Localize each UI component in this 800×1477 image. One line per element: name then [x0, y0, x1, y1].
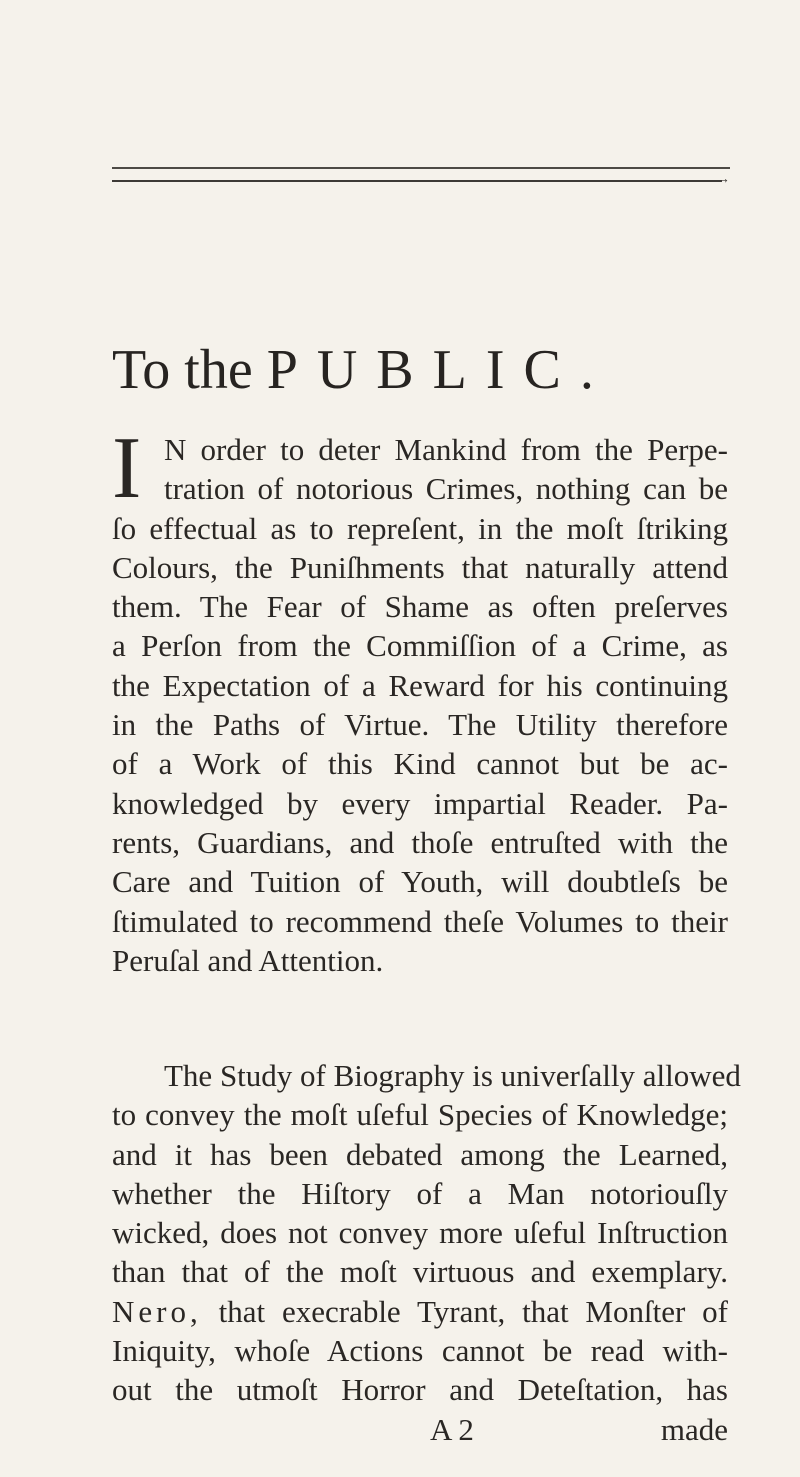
- nero-name: Nero,: [112, 1293, 202, 1329]
- title-caps: PUBLIC: [266, 339, 580, 401]
- text-line: the Expectation of a Reward for his continuing: [112, 667, 728, 703]
- text-line-nero: [112, 1292, 728, 1331]
- title-prefix: To the: [112, 339, 253, 401]
- text-line: out the utmoſt Horror and Deteſtation, has: [112, 1372, 728, 1408]
- title-suffix: .: [579, 339, 594, 401]
- text-line: Peruſal and Attention.: [112, 942, 384, 978]
- text-line: The Study of Biography is univerſally allowed: [164, 1058, 741, 1093]
- text-line: rents, Guardians, and thoſe entruſted with the: [112, 824, 728, 860]
- text-line: to convey the moſt uſeful Species of Knowledge;: [112, 1097, 728, 1133]
- page-footer: [112, 1410, 728, 1450]
- text-line: and it has been debated among the Learned,: [112, 1136, 728, 1172]
- text-line: than that of the moſt virtuous and exemplary.: [112, 1254, 728, 1290]
- text-line: ſo effectual as to repreſent, in the moſt ſtriking: [112, 510, 728, 546]
- text-line: a Perſon from the Commiſſion of a Crime, as: [112, 628, 728, 664]
- text-line: whether the Hiſtory of a Man notoriouſly: [112, 1175, 728, 1211]
- text-line: tration of notorious Crimes, nothing can be: [164, 471, 728, 507]
- rule-flourish-icon: →: [716, 172, 730, 187]
- paragraph-1: [112, 420, 728, 980]
- catchword: made: [660, 1412, 728, 1447]
- text-line-rest: that execrable Tyrant, that Monſter of: [218, 1293, 728, 1329]
- text-line: them. The Fear of Shame as often preſerves: [112, 589, 728, 625]
- text-line: N order to deter Mankind from the Perpe-: [164, 432, 728, 467]
- text-line: Care and Tuition of Youth, will doubtleſs be: [112, 864, 728, 900]
- text-line: in the Paths of Virtue. The Utility therefore: [112, 707, 728, 743]
- signature-mark: A 2: [430, 1412, 474, 1447]
- header-rule-top: [112, 167, 730, 169]
- header-rule-bottom: [112, 180, 722, 182]
- text-line: Colours, the Puniſhments that naturally attend: [112, 549, 728, 585]
- page-title: [112, 340, 594, 400]
- text-line: wicked, does not convey more uſeful Inſtruction: [112, 1215, 728, 1251]
- text-line: Iniquity, whoſe Actions cannot be read with-: [112, 1333, 728, 1369]
- text-line: ſtimulated to recommend theſe Volumes to their: [112, 903, 728, 939]
- drop-cap: I: [112, 420, 142, 517]
- text-line: of a Work of this Kind cannot but be ac-: [112, 746, 728, 782]
- paragraph-2: [112, 1056, 741, 1410]
- text-line: knowledged by every impartial Reader. Pa-: [112, 785, 728, 821]
